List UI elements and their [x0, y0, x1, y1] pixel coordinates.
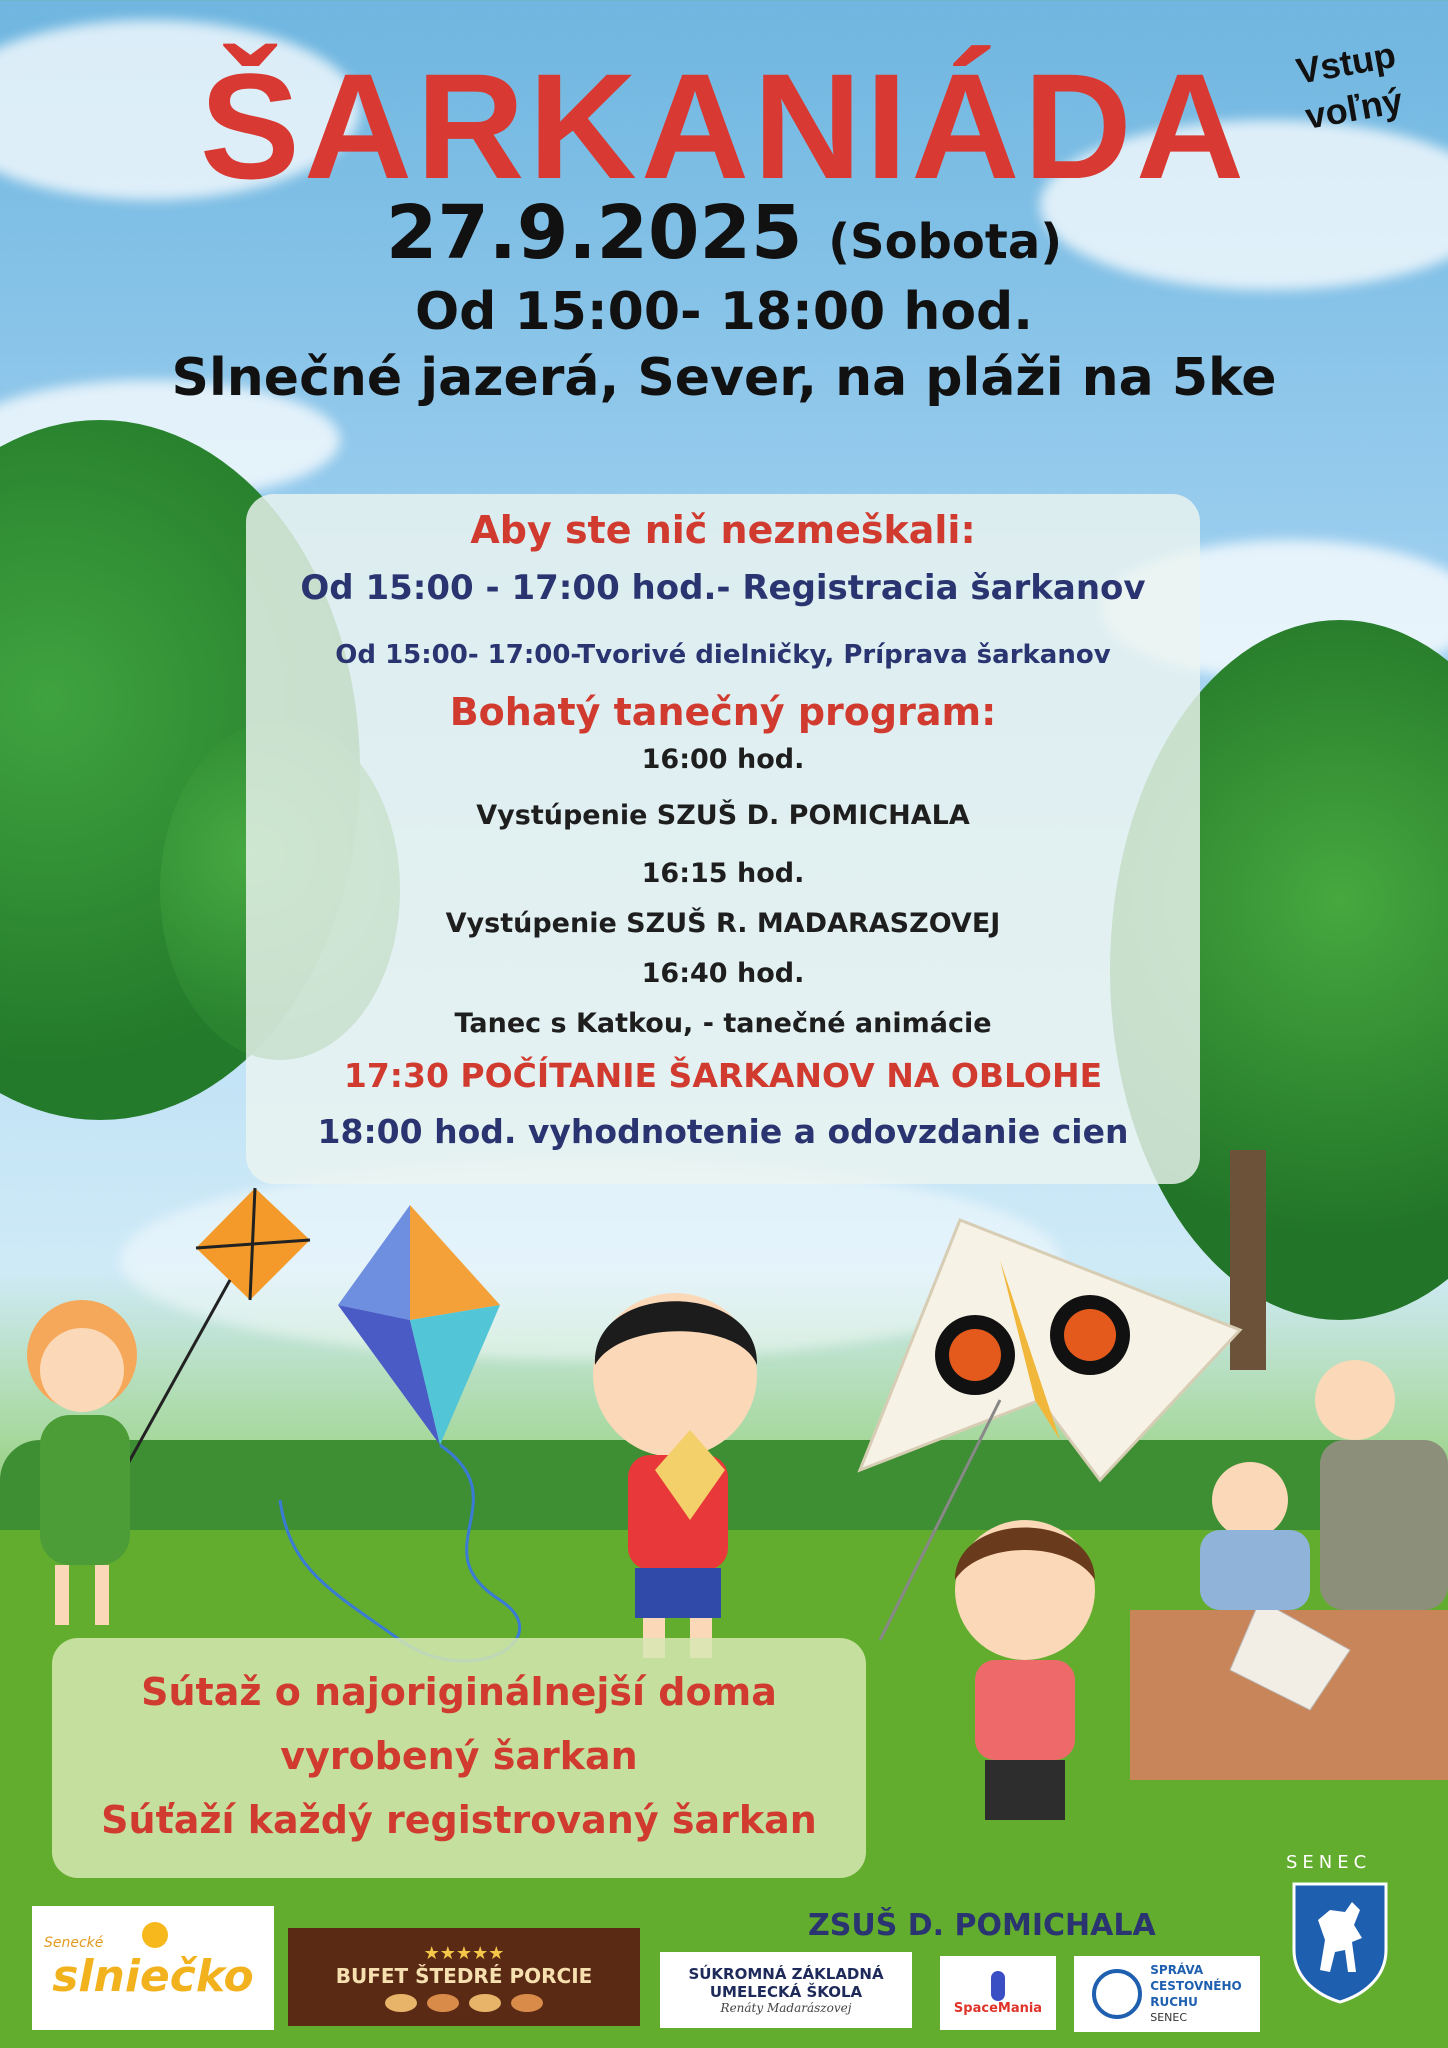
- colorful-kite: [280, 1205, 520, 1661]
- contest-line1: Sútaž o najoriginálnejší doma: [141, 1670, 777, 1714]
- school-signature: Renáty Madarászovej: [720, 2001, 852, 2015]
- scr-line1: SPRÁVA: [1150, 1963, 1204, 1977]
- wave-icon: [1092, 1969, 1142, 2019]
- free-entry-line2: voľný: [1302, 79, 1406, 137]
- event-time: Od 15:00- 18:00 hod.: [414, 282, 1034, 342]
- art-school-logo: [660, 1952, 912, 2028]
- girl: [27, 1300, 137, 1625]
- sun-icon: [142, 1922, 168, 1948]
- sniecko-text: slniečko: [52, 1950, 254, 2002]
- contest-line2: vyrobený šarkan: [280, 1734, 638, 1778]
- sniecko-logo: [32, 1906, 274, 2030]
- program-dance-heading: Bohatý tanečný program:: [449, 690, 997, 734]
- program-registration: Od 15:00 - 17:00 hod.- Registracia šarkanov: [300, 568, 1146, 608]
- free-entry-line1: Vstup: [1293, 33, 1399, 92]
- program-awards: 18:00 hod. vyhodnotenie a odovzdanie cien: [317, 1112, 1129, 1151]
- plate-icon: [469, 1994, 501, 2012]
- program-event-1: Vystúpenie SZUŠ D. POMICHALA: [476, 800, 970, 831]
- scr-line2: CESTOVNÉHO: [1150, 1979, 1242, 1993]
- plate-icon: [385, 1994, 417, 2012]
- contest-box: [52, 1638, 866, 1878]
- program-time-1: 16:00 hod.: [641, 744, 805, 775]
- scr-line4: SENEC: [1150, 2011, 1188, 2024]
- day: (Sobota): [828, 214, 1063, 270]
- spacemania-text: SpaceMania: [953, 2000, 1043, 2016]
- dancer-icon: [991, 1971, 1005, 2001]
- spacemania-logo: [940, 1956, 1056, 2030]
- plate-icon: [427, 1994, 459, 2012]
- event-date: [0, 190, 1448, 276]
- bufet-stars: ★★★★★: [423, 1942, 505, 1964]
- senec-label: SENEC: [1286, 1852, 1372, 1873]
- bufet-logo: [288, 1928, 640, 2026]
- food-plates: [385, 1994, 543, 2012]
- program-event-2: Vystúpenie SZUŠ R. MADARASZOVEJ: [445, 908, 1001, 939]
- craft-table: [1130, 1360, 1448, 1780]
- senec-coat-of-arms-icon: [1290, 1880, 1390, 2004]
- program-event-3: Tanec s Katkou, - tanečné animácie: [454, 1008, 992, 1039]
- bufet-name: BUFET ŠTEDRÉ PORCIE: [335, 1963, 593, 1988]
- boy-with-kite: [593, 1293, 757, 1658]
- program-panel: [246, 494, 1200, 1184]
- scr-text: [1150, 1962, 1241, 2026]
- program-intro: Aby ste nič nezmeškali:: [470, 508, 976, 552]
- date: 27.9.2025: [385, 190, 803, 276]
- program-workshops: Od 15:00- 17:00-Tvorivé dielničky, Príprava šarkanov: [335, 640, 1111, 670]
- sniecko-small-text: Senecké: [44, 1934, 104, 1951]
- program-time-2: 16:15 hod.: [641, 858, 805, 889]
- event-place: Slnečné jazerá, Sever, na pláži na 5ke: [171, 348, 1277, 408]
- scr-line3: RUCHU: [1150, 1995, 1198, 2009]
- scr-senec-logo: [1074, 1956, 1260, 2032]
- plate-icon: [511, 1994, 543, 2012]
- program-time-3: 16:40 hod.: [641, 958, 805, 989]
- school-line2: UMELECKÁ ŠKOLA: [709, 1983, 863, 2001]
- contest-line3: Súťaží každý registrovaný šarkan: [101, 1798, 817, 1842]
- page-title: ŠARKANIÁDA: [199, 42, 1249, 210]
- program-kite-count: 17:30 POČÍTANIE ŠARKANOV NA OBLOHE: [343, 1056, 1103, 1095]
- zsus-pomichala: ZSUŠ D. POMICHALA: [808, 1908, 1156, 1943]
- school-line1: SÚKROMNÁ ZÁKLADNÁ: [688, 1965, 884, 1983]
- waving-boy: [955, 1520, 1095, 1820]
